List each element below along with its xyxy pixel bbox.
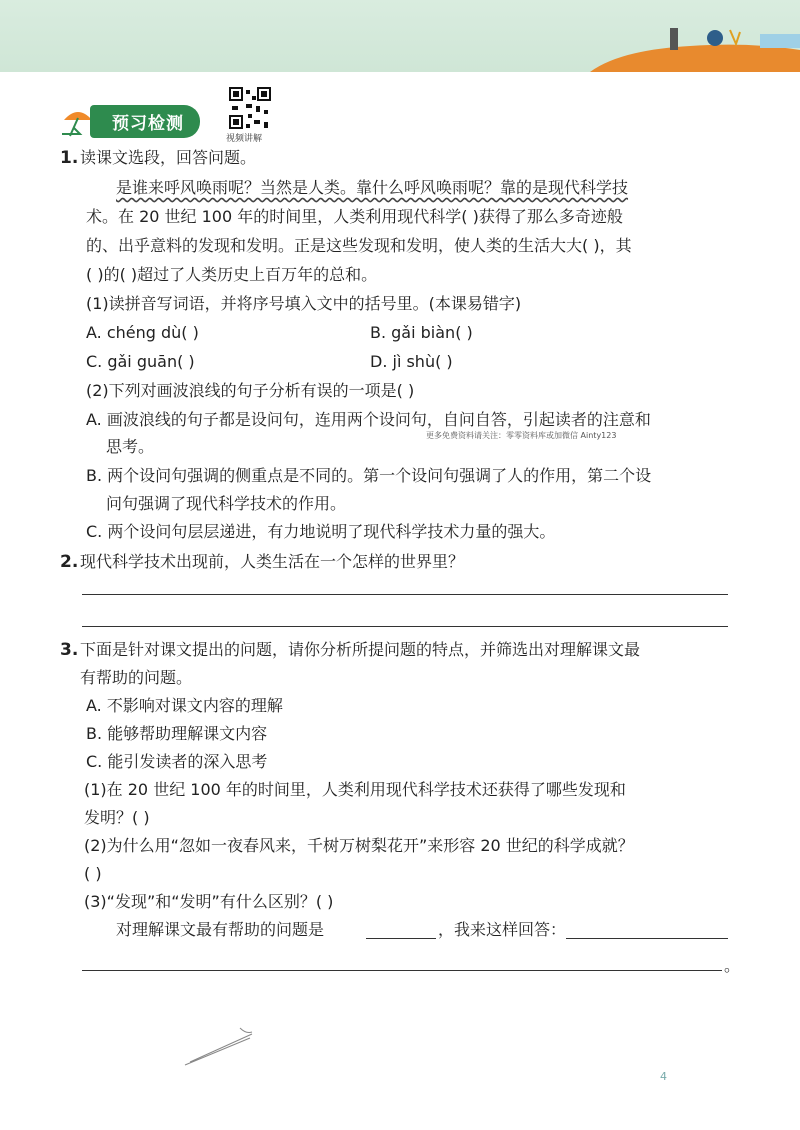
q3-item-2-line-2: ( ) — [84, 864, 102, 883]
answer-end-mark: 。 — [724, 956, 741, 975]
passage-line-2: 术。在 20 世纪 100 年的时间里，人类利用现代科学( )获得了那么多奇迹般 — [86, 207, 623, 226]
passage-line-4: ( )的( )超过了人类历史上百万年的总和。 — [86, 265, 378, 284]
pen-scribble-mark — [180, 1020, 280, 1070]
question-2-prompt: 现代科学技术出现前，人类生活在一个怎样的世界里？ — [80, 552, 465, 571]
question-3-number: 3. — [60, 640, 79, 660]
question-3-prompt-line-1: 下面是针对课文提出的问题，请你分析所提问题的特点，并筛选出对理解课文最 — [80, 640, 641, 659]
section-title-badge — [60, 104, 200, 138]
answer-blank-question-number[interactable] — [366, 938, 436, 939]
passage-line-3: 的、出乎意料的发现和发明。正是这些发现和发明，使人类的生活大大( )，其 — [86, 236, 632, 255]
option-b[interactable]: B. gǎi biàn( ) — [370, 323, 473, 342]
sub-question-2: (2)下列对画波浪线的句子分析有误的一项是( ) — [86, 381, 415, 400]
choice-b-line-1: B. 两个设问句强调的侧重点是不同的。第一个设问句强调了人的作用，第二个设 — [86, 466, 652, 485]
q3-item-3: (3)“发现”和“发明”有什么区别？( ) — [84, 892, 334, 911]
beach-scene-illustration — [580, 0, 800, 72]
q3-item-1-line-1: (1)在 20 世纪 100 年的时间里，人类利用现代科学技术还获得了哪些发现和 — [84, 780, 626, 799]
question-2-number: 2. — [60, 552, 79, 572]
feature-b: B. 能够帮助理解课文内容 — [86, 724, 268, 743]
watermark-text: 更多免费资料请关注：零零资料库或加微信 Ainty123 — [426, 431, 617, 440]
question-1-prompt: 读课文选段，回答问题。 — [80, 148, 257, 167]
option-c[interactable]: C. gǎi guān( ) — [86, 352, 195, 371]
answer-line-q2-1[interactable] — [82, 594, 728, 595]
passage-line-1: 是谁来呼风唤雨呢？当然是人类。靠什么呼风唤雨呢？靠的是现代科学技 — [116, 178, 629, 197]
answer-line-q2-2[interactable] — [82, 626, 728, 627]
section-title: 预习检测 — [90, 105, 200, 138]
option-a[interactable]: A. chéng dù( ) — [86, 323, 199, 342]
option-d[interactable]: D. jì shù( ) — [370, 352, 453, 371]
choice-a-line-1: A. 画波浪线的句子都是设问句，连用两个设问句，自问自答，引起读者的注意和 — [86, 410, 651, 429]
question-3-prompt-line-2: 有帮助的问题。 — [80, 668, 193, 687]
choice-c: C. 两个设问句层层递进，有力地说明了现代科学技术力量的强大。 — [86, 522, 556, 541]
answer-blank-reply-1[interactable] — [566, 938, 728, 939]
sub-question-1: (1)读拼音写词语，并将序号填入文中的括号里。(本课易错字) — [86, 294, 522, 313]
choice-a-line-2: 思考。 — [106, 437, 155, 456]
answer-blank-reply-2[interactable] — [82, 970, 722, 971]
page-number: 4 — [660, 1070, 667, 1083]
q3-item-1-line-2: 发明？( ) — [84, 808, 150, 827]
feature-a: A. 不影响对课文内容的理解 — [86, 696, 283, 715]
question-1-number: 1. — [60, 148, 79, 168]
qr-code-icon[interactable] — [228, 86, 272, 130]
qr-label: 视频讲解 — [226, 134, 263, 144]
choice-b-line-2: 问句强调了现代科学技术的作用。 — [106, 494, 347, 513]
answer-mid: ，我来这样回答： — [438, 920, 567, 939]
feature-c: C. 能引发读者的深入思考 — [86, 752, 268, 771]
answer-prefix: 对理解课文最有帮助的问题是 — [116, 920, 325, 939]
q3-item-2-line-1: (2)为什么用“忽如一夜春风来，千树万树梨花开”来形容 20 世纪的科学成就？ — [84, 836, 634, 855]
